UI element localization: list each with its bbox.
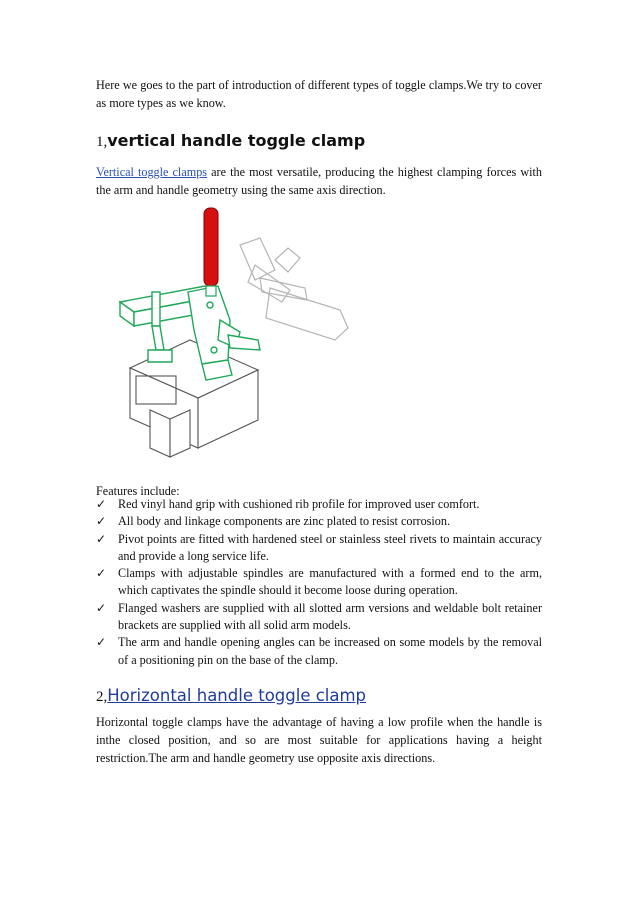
section-1-heading — [96, 130, 365, 153]
checkmark-icon: ✓ — [96, 514, 107, 529]
feature-item: ✓ Flanged washers are supplied with all slotted arm versions and weldable bolt retainer brackets are supplied with all solid arm models. — [96, 600, 542, 633]
section-2-paragraph: Horizontal toggle clamps have the advantage of having a low profile when the handle is inthe closed position, and so are most suitable for applications having a height restriction.The arm and handle geometry use opposite axis directions. — [96, 715, 542, 765]
feature-item: ✓ All body and linkage components are zinc plated to resist corrosion. — [96, 513, 542, 530]
vertical-toggle-clamp-figure — [110, 200, 370, 470]
checkmark-icon: ✓ — [96, 531, 107, 546]
feature-item: ✓ Pivot points are fitted with hardened steel or stainless steel rivets to maintain accuracy and provide a long service life. — [96, 531, 542, 563]
section-2-number: 2, — [96, 689, 108, 705]
checkmark-icon: ✓ — [96, 566, 107, 581]
feature-item: ✓ Red vinyl hand grip with cushioned rib profile for improved user comfort. — [96, 496, 542, 513]
checkmark-icon: ✓ — [96, 497, 107, 511]
intro-paragraph: Here we goes to the part of introduction of different types of toggle clamps.We try to cover as more types as we know. — [96, 78, 542, 110]
checkmark-icon: ✓ — [96, 635, 107, 650]
red-handle — [204, 208, 218, 296]
feature-item: ✓ The arm and handle opening angles can be increased on some models by the removal of a positioning pin on the base of the clamp. — [96, 635, 542, 667]
section-1-title: vertical handle toggle clamp — [107, 131, 366, 150]
section-1-body: are the most versatile, producing the highest clamping forces with the arm and handle geometry using the same axis direction. — [96, 165, 542, 197]
ghost-handles — [240, 238, 348, 340]
feature-item: ✓ Clamps with adjustable spindles are manufactured with a formed end to the arm, which captivates the spindle should it become loose during operation. — [96, 566, 542, 598]
section-1-paragraph — [96, 163, 542, 199]
section-1-number: 1, — [96, 134, 108, 150]
horizontal-toggle-clamp-link[interactable]: Horizontal handle toggle clamp — [107, 686, 367, 705]
checkmark-icon: ✓ — [96, 600, 107, 615]
section-2-heading — [96, 685, 366, 708]
vertical-toggle-clamps-link[interactable]: Vertical toggle clamps — [96, 165, 208, 179]
features-label: Features include: — [96, 484, 180, 498]
features-list — [96, 496, 542, 669]
